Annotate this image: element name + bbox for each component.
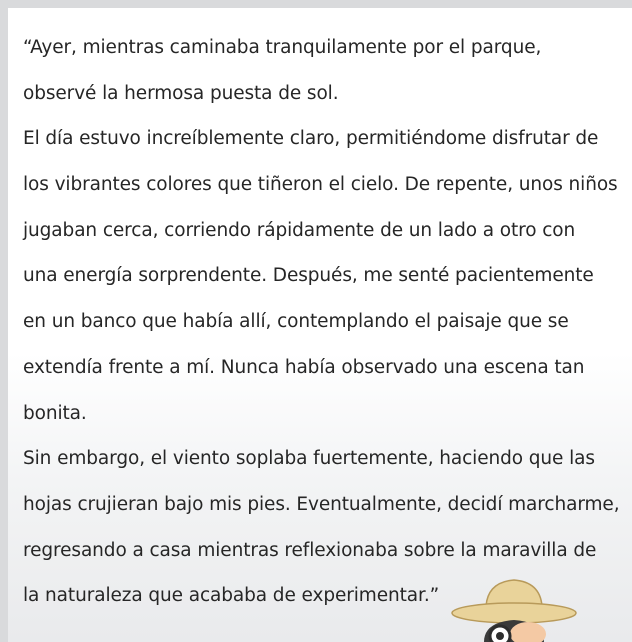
story-line: jugaban cerca, corriendo rápidamente de un lado a otro con — [23, 219, 576, 241]
story-line: Sin embargo, el viento soplaba fuertemente, haciendo que las — [23, 448, 595, 470]
story-line: en un banco que había allí, contemplando el paisaje que se — [23, 311, 569, 333]
story-line: El día estuvo increíblemente claro, permitiéndome disfrutar de — [23, 128, 599, 150]
top-border — [0, 0, 632, 8]
story-line: los vibrantes colores que tiñeron el cielo. De repente, unos niños — [23, 174, 618, 196]
story-text — [23, 28, 623, 622]
hat-crown — [486, 580, 542, 606]
story-line: observé la hermosa puesta de sol. — [23, 82, 339, 104]
left-border — [0, 0, 8, 642]
story-line: “Ayer, mientras caminaba tranquilamente por el parque, — [23, 37, 542, 58]
story-line: extendía frente a mí. Nunca había observado una escena tan — [23, 356, 585, 378]
story-line: hojas crujieran bajo mis pies. Eventualmente, decidí marcharme, — [23, 493, 620, 515]
explorer-character-icon — [448, 574, 580, 642]
story-line: una energía sorprendente. Después, me senté pacientemente — [23, 265, 594, 287]
story-line: la naturaleza que acababa de experimentar.” — [23, 585, 440, 607]
story-line: regresando a casa mientras reflexionaba sobre la maravilla de — [23, 539, 597, 561]
magnified-eye — [496, 632, 504, 640]
story-line: bonita. — [23, 402, 87, 424]
